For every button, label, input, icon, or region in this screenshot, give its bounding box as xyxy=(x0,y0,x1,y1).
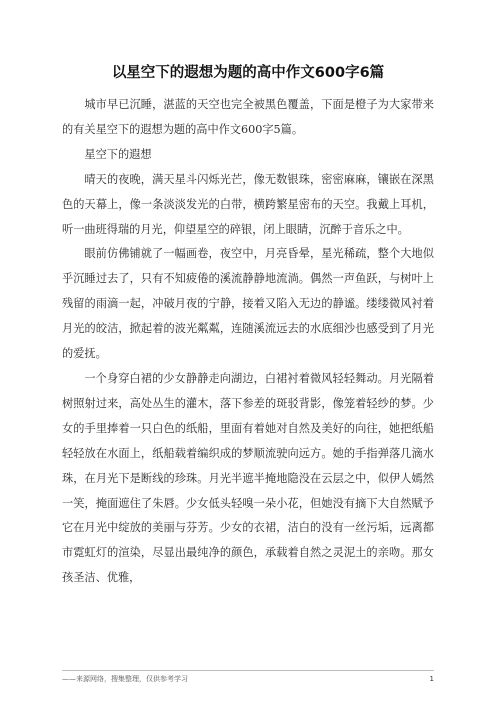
paragraph-subtitle: 星空下的遐想 xyxy=(84,147,152,161)
page-number: 1 xyxy=(429,675,434,683)
footer-source-note: ——来源网络，搜集整理，仅供参考学习 xyxy=(62,675,188,683)
paragraph-1: 晴天的夜晚，满天星斗闪烁光芒，像无数银珠，密密麻麻，镶嵌在深黑色的天幕上，像一条淡淡发光的白带，横跨繁星密布的天空。我戴上耳机，听一曲班得瑞的月光，仰望星空的碎银，闭上眼睛，沉醉于音乐之中。 xyxy=(62,172,434,236)
paragraph-3: 一个身穿白裙的少女静静走向湖边，白裙衬着微风轻轻舞动。月光隔着树照射过来，高处丛生的灌木，落下参差的斑驳背影，像笼着轻纱的梦。少女的手里捧着一只白色的纸船，里面有着她对自然及美好的向往，她把纸船轻轻放在水面上，纸船载着编织成的梦顺流驶向远方。她的手指弹落几滴水珠，在月光下是断线的珍珠。月光半遮半掩地隐没在云层之中，似伊人嫣然一笑，掩面遮住了朱唇。少女低头轻嗅一朵小花，但她没有摘下大自然赋予它在月光中绽放的美丽与芬芳。少女的衣裙，洁白的没有一丝污垢，远离都市霓虹灯的渲染，尽显出最纯净的颜色，承载着自然之灵泥土的亲吻。那女孩圣洁、优雅， xyxy=(62,371,434,585)
document-title: 以星空下的遐想为题的高中作文600字6篇 xyxy=(111,65,385,81)
footer-divider xyxy=(62,670,434,671)
paragraph-intro: 城市早已沉睡，湛蓝的天空也完全被黑色覆盖，下面是橙子为大家带来的有关星空下的遐想为题的高中作文600字5篇。 xyxy=(62,98,434,136)
document-body xyxy=(62,93,434,591)
paragraph-2: 眼前仿佛铺就了一幅画卷，夜空中，月亮昏晕，星光稀疏，整个大地似乎沉睡过去了，只有不知疲倦的溪流静静地流淌。偶然一声鱼跃，与树叶上残留的雨滴一起，冲破月夜的宁静，接着又陷入无边的静谧。缕缕微风衬着月光的皎洁，掀起着的波光粼粼，连随溪流远去的水底细沙也感受到了月光的爱抚。 xyxy=(62,247,434,361)
